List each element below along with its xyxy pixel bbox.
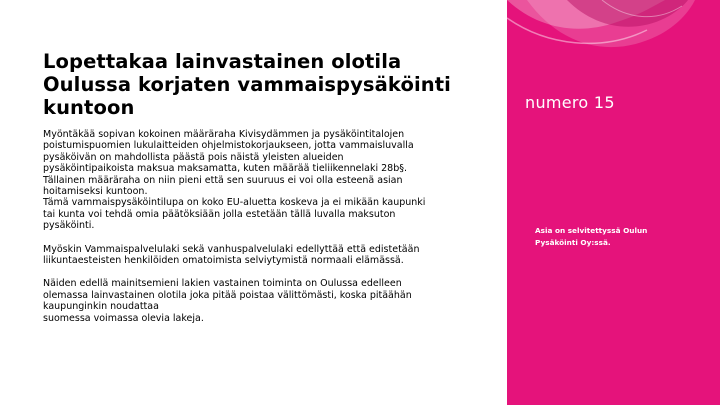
- side-note: [535, 225, 695, 248]
- body-line: tai kunta voi tehdä omia päätöksiään jolla estetään tällä luvalla maksuton: [43, 208, 396, 220]
- slide-body: [43, 129, 483, 324]
- slide-number: numero 15: [525, 93, 615, 112]
- body-line: Myöskin Vammaispalvelulaki sekä vanhuspalvelulaki edellyttää että edistetään: [43, 243, 420, 255]
- body-line: Näiden edellä mainitsemieni lakien vastainen toiminta on Oulussa edelleen: [43, 278, 402, 290]
- note-line: Asia on selvitettyssä Oulun: [535, 226, 648, 235]
- paragraph-1: [43, 129, 483, 232]
- body-line: Tämä vammaispysäköintilupa on koko EU-aluetta koskeva ja ei mikään kaupunki: [43, 197, 426, 209]
- decorative-swirl-graphic: [507, 0, 720, 70]
- body-line: liikuntaesteisten henkilöiden omatoimista selviytymistä normaali elämässä.: [43, 255, 404, 267]
- body-line: kaupunginkin noudattaa: [43, 301, 159, 313]
- body-line: hoitamiseksi kuntoon.: [43, 186, 148, 198]
- body-line: pysäköivän on mahdollista päästä pois näistä yleisten alueiden: [43, 151, 344, 163]
- side-panel: [507, 0, 720, 405]
- body-line: pysäköintipaikoista maksua maksamatta, kuten määrää tieliikennelaki 28b§.: [43, 163, 408, 175]
- body-line: Myöntäkää sopivan kokoinen määräraha Kivisydämmen ja pysäköintitalojen: [43, 129, 405, 140]
- note-line: Pysäköinti Oy:ssä.: [535, 237, 611, 247]
- paragraph-3: [43, 278, 483, 324]
- body-line: suomessa voimassa olevia lakeja.: [43, 312, 204, 324]
- body-line: olemassa lainvastainen olotila joka pitää poistaa välittömästi, koska pitäähän: [43, 289, 412, 301]
- slide-title: Lopettakaa lainvastainen olotila Oulussa korjaten vammaispysäköinti kuntoon: [43, 50, 451, 119]
- body-line: Tällainen määräraha on niin pieni että sen suuruus ei voi olla esteenä asian: [43, 174, 403, 186]
- paragraph-2: [43, 244, 483, 267]
- body-line: poistumispuomien lukulaitteiden ohjelmistokorjaukseen, jotta vammaisluvalla: [43, 140, 414, 152]
- body-line: pysäköinti.: [43, 220, 95, 232]
